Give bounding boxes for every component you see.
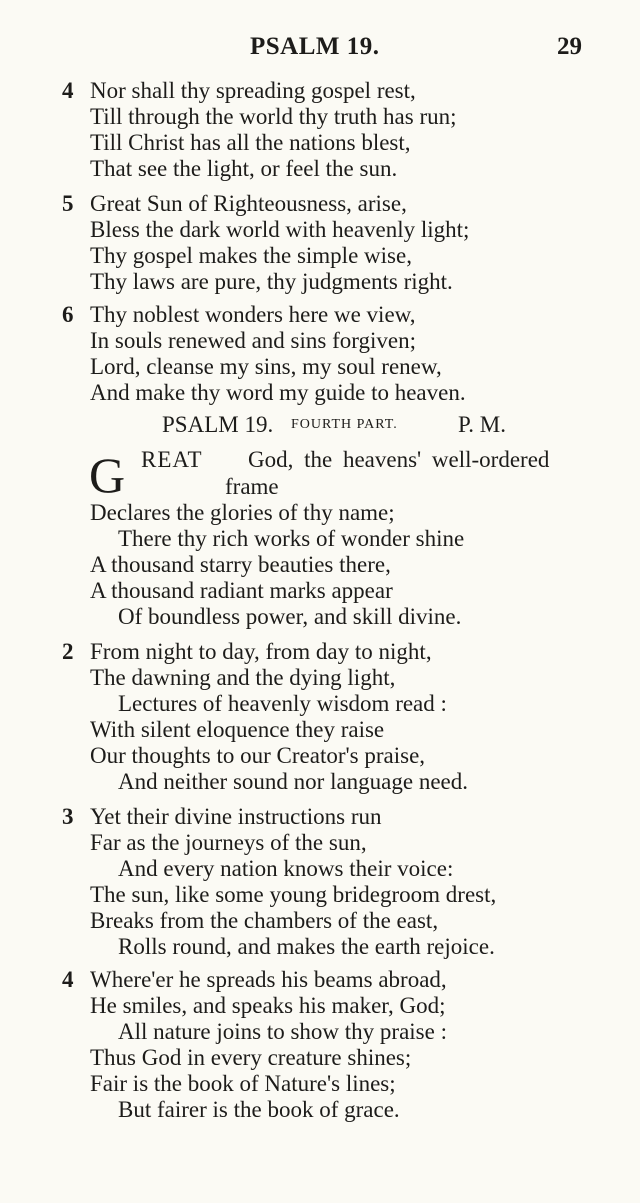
verse-line: A thousand radiant marks appear [90,578,393,603]
section-part: FOURTH PART. [291,417,398,432]
verse-line: The sun, like some young bridegroom drest, [90,882,497,907]
verse-line-continuation: frame [225,474,279,499]
stanza-number: 5 [62,191,74,216]
verse-line: In souls renewed and sins forgiven; [90,328,416,353]
verse-line: There thy rich works of wonder shine [118,526,465,551]
verse-line: Great Sun of Righteousness, arise, [90,191,407,216]
verse-line: A thousand starry beauties there, [90,552,391,577]
section-meter: P. M. [458,412,506,437]
verse-line: Far as the journeys of the sun, [90,830,367,855]
verse-line: Where'er he spreads his beams abroad, [90,967,447,992]
stanza-number: 4 [62,78,74,103]
verse-line: All nature joins to show thy praise : [118,1019,447,1044]
section-title: PSALM 19. [162,412,274,437]
verse-line: Our thoughts to our Creator's praise, [90,743,426,768]
verse-line: And make thy word my guide to heaven. [90,380,466,405]
verse-line: Till through the world thy truth has run; [90,104,457,129]
verse-line: With silent eloquence they raise [90,717,385,742]
verse-line: That see the light, or feel the sun. [90,156,398,181]
stanza-number: 6 [62,302,74,327]
verse-line: God, the heavens' well-ordered [248,447,550,472]
verse-line: Lectures of heavenly wisdom read : [118,691,447,716]
verse-line: But fairer is the book of grace. [118,1097,400,1122]
drop-cap: G [89,447,126,503]
verse-line: And every nation knows their voice: [118,856,454,881]
verse-line: Declares the glories of thy name; [90,500,395,525]
verse-line: The dawning and the dying light, [90,665,396,690]
verse-line: Yet their divine instructions run [90,804,382,829]
verse-line: Breaks from the chambers of the east, [90,908,439,933]
verse-line: Of boundless power, and skill divine. [118,604,462,629]
verse-line: Bless the dark world with heavenly light; [90,217,470,242]
section-heading [0,412,640,444]
verse-line: Till Christ has all the nations blest, [90,130,411,155]
verse-line: Rolls round, and makes the earth rejoice. [118,934,495,959]
verse-line: He smiles, and speaks his maker, God; [90,993,446,1018]
stanza-number: 2 [62,639,74,664]
verse-line: Thus God in every creature shines; [90,1045,412,1070]
verse-line: Nor shall thy spreading gospel rest, [90,78,416,103]
verse-line: Fair is the book of Nature's lines; [90,1071,396,1096]
verse-line: From night to day, from day to night, [90,639,432,664]
drop-cap-word-rest: REAT [141,447,203,472]
stanza-number: 4 [62,967,74,992]
stanza-number: 3 [62,804,74,829]
running-title: PSALM 19. [250,33,380,60]
page-number: 29 [557,33,582,60]
verse-line: Thy noblest wonders here we view, [90,302,416,327]
verse-line: Thy gospel makes the simple wise, [90,243,412,268]
verse-line: Thy laws are pure, thy judgments right. [90,269,453,294]
verse-line: And neither sound nor language need. [118,769,469,794]
page-header [0,33,640,67]
verse-line: Lord, cleanse my sins, my soul renew, [90,354,442,379]
